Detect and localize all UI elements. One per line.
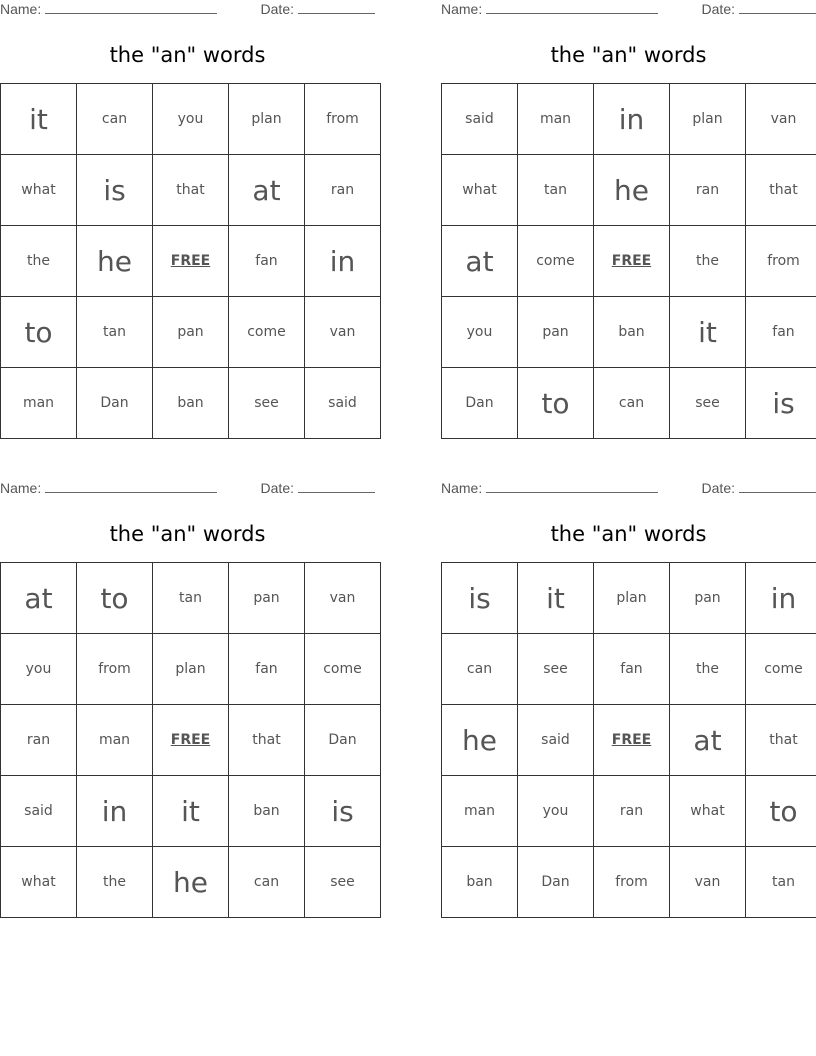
word-cell: at [1,563,77,634]
word-cell: the [670,634,746,705]
free-space: FREE [153,226,229,297]
grid-row [442,563,816,634]
word-cell: you [1,634,77,705]
word-cell: man [77,705,153,776]
word-cell: pan [518,297,594,368]
name-label: Name: [441,1,483,17]
grid-row [442,705,816,776]
date-line [739,480,816,493]
word-cell: the [77,847,153,918]
word-cell: from [305,84,381,155]
grid-row [1,634,381,705]
word-cell: in [305,226,381,297]
name-line [45,1,217,14]
grid-row [1,368,381,439]
word-cell: is [442,563,518,634]
word-cell: said [442,84,518,155]
word-cell: the [1,226,77,297]
word-cell: see [229,368,305,439]
card-title: the "an" words [550,43,707,67]
word-cell: man [442,776,518,847]
word-cell: come [746,634,816,705]
bingo-grid [0,562,381,918]
word-cell: said [305,368,381,439]
word-cell: in [594,84,670,155]
word-cell: fan [229,634,305,705]
card-title: the "an" words [109,43,266,67]
bingo-card-3 [0,479,375,913]
word-cell: in [746,563,816,634]
word-cell: it [670,297,746,368]
word-cell: come [518,226,594,297]
word-cell: to [1,297,77,368]
word-cell: said [1,776,77,847]
word-cell: can [594,368,670,439]
word-cell: tan [153,563,229,634]
bingo-card-2 [441,0,816,434]
word-cell: said [518,705,594,776]
word-cell: plan [670,84,746,155]
word-cell: at [229,155,305,226]
word-cell: see [518,634,594,705]
word-cell: it [518,563,594,634]
name-line [486,1,658,14]
date-label: Date: [701,480,735,496]
word-cell: ran [670,155,746,226]
date-field [702,1,816,17]
word-cell: from [746,226,816,297]
word-cell: from [77,634,153,705]
grid-row [442,634,816,705]
word-cell: ban [229,776,305,847]
name-label: Name: [441,480,483,496]
word-cell: see [305,847,381,918]
card-header [0,479,375,501]
grid-row [1,776,381,847]
grid-row [442,776,816,847]
word-cell: is [305,776,381,847]
card-title: the "an" words [109,522,266,546]
word-cell: man [518,84,594,155]
word-cell: tan [77,297,153,368]
word-cell: come [305,634,381,705]
word-cell: van [670,847,746,918]
grid-row [1,563,381,634]
word-cell: Dan [77,368,153,439]
word-cell: what [1,155,77,226]
card-header [441,479,816,501]
date-field [261,1,375,17]
word-cell: ran [594,776,670,847]
word-cell: what [442,155,518,226]
word-cell: fan [594,634,670,705]
word-cell: to [746,776,816,847]
word-cell: what [670,776,746,847]
word-cell: ran [305,155,381,226]
name-label: Name: [0,480,42,496]
grid-row [1,297,381,368]
grid-row [442,84,816,155]
date-label: Date: [260,1,294,17]
grid-row [442,226,816,297]
word-cell: in [77,776,153,847]
grid-row [1,155,381,226]
word-cell: plan [594,563,670,634]
word-cell: van [305,297,381,368]
word-cell: that [153,155,229,226]
word-cell: Dan [518,847,594,918]
bingo-grid [441,83,816,439]
word-cell: ran [1,705,77,776]
word-cell: he [594,155,670,226]
word-cell: at [670,705,746,776]
grid-row [442,155,816,226]
word-cell: that [229,705,305,776]
name-field [441,480,658,496]
name-line [486,480,658,493]
free-space: FREE [594,705,670,776]
word-cell: ban [594,297,670,368]
date-line [739,1,816,14]
word-cell: he [442,705,518,776]
grid-row [1,847,381,918]
grid-row [1,84,381,155]
date-label: Date: [701,1,735,17]
word-cell: plan [229,84,305,155]
bingo-grid [441,562,816,918]
word-cell: you [442,297,518,368]
grid-row [442,368,816,439]
word-cell: ban [153,368,229,439]
bingo-card-1 [0,0,375,434]
word-cell: you [518,776,594,847]
word-cell: it [1,84,77,155]
word-cell: that [746,705,816,776]
word-cell: is [746,368,816,439]
word-cell: he [77,226,153,297]
word-cell: to [77,563,153,634]
word-cell: from [594,847,670,918]
word-cell: at [442,226,518,297]
name-label: Name: [0,1,42,17]
name-field [0,1,217,17]
card-header [0,0,375,22]
grid-row [1,226,381,297]
word-cell: pan [229,563,305,634]
word-cell: Dan [442,368,518,439]
word-cell: pan [670,563,746,634]
name-field [441,1,658,17]
card-title: the "an" words [550,522,707,546]
word-cell: fan [746,297,816,368]
card-header [441,0,816,22]
word-cell: tan [518,155,594,226]
bingo-card-4 [441,479,816,913]
date-field [261,480,375,496]
grid-row [1,705,381,776]
word-cell: van [746,84,816,155]
word-cell: tan [746,847,816,918]
word-cell: is [77,155,153,226]
date-label: Date: [260,480,294,496]
date-line [298,480,375,493]
grid-row [442,297,816,368]
word-cell: ban [442,847,518,918]
word-cell: plan [153,634,229,705]
word-cell: can [77,84,153,155]
word-cell: man [1,368,77,439]
word-cell: can [229,847,305,918]
word-cell: pan [153,297,229,368]
grid-row [442,847,816,918]
name-field [0,480,217,496]
word-cell: come [229,297,305,368]
word-cell: can [442,634,518,705]
word-cell: that [746,155,816,226]
date-line [298,1,375,14]
word-cell: to [518,368,594,439]
word-cell: see [670,368,746,439]
word-cell: the [670,226,746,297]
word-cell: he [153,847,229,918]
free-space: FREE [594,226,670,297]
word-cell: van [305,563,381,634]
name-line [45,480,217,493]
word-cell: fan [229,226,305,297]
word-cell: Dan [305,705,381,776]
free-space: FREE [153,705,229,776]
word-cell: you [153,84,229,155]
date-field [702,480,816,496]
word-cell: what [1,847,77,918]
bingo-grid [0,83,381,439]
word-cell: it [153,776,229,847]
